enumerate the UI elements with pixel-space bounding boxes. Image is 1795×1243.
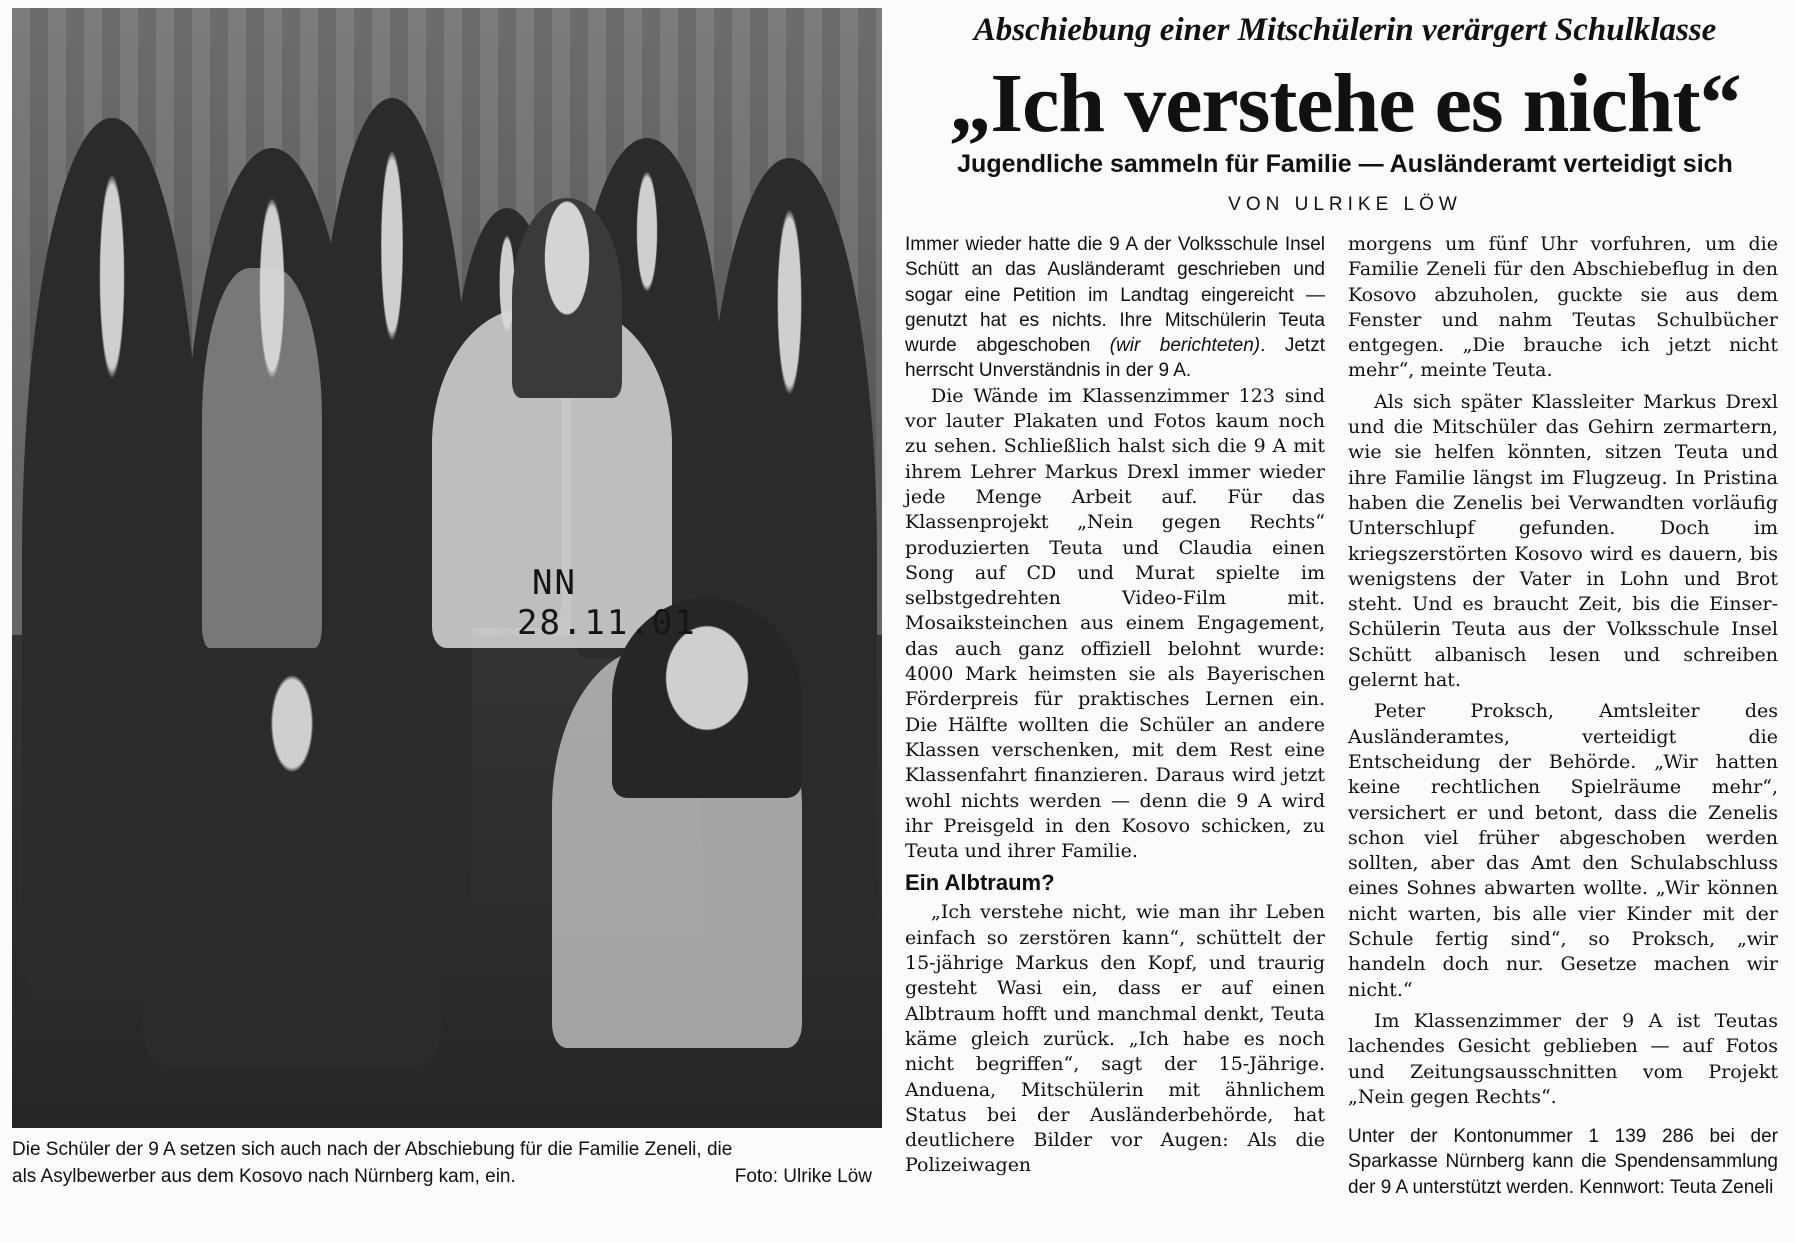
paragraph: Peter Proksch, Amtsleiter des Ausländeramtes, verteidigt die Entscheidung der Behörde. „Wir hatten keine rechtlichen Spielräume mehr“, versichert er und betont, dass die Zenelis schon viel früher abgeschoben werden sollten, aber das Amt den Schulabschluss eines Sohnes abwarten wollte. „Wir können nicht warten, bis alle vier Kinder mit der Schule fertig sind“, so Proksch, „wir handeln doch nur. Gesetze machen wir nicht.“ xyxy=(1348,700,1778,1001)
student-figure xyxy=(142,648,442,1068)
article-column-1 xyxy=(905,232,1325,1179)
group-photo xyxy=(12,8,882,1128)
paragraph: Die Wände im Klassenzimmer 123 sind vor lauter Plakaten und Fotos kaum noch zu sehen. Schließlich halst sich die 9 A mit ihrem Lehrer Markus Drexl immer wieder jede Menge Arbeit auf. Für das Klassenprojekt „Nein gegen Rechts“ produzierten Teuta und Claudia einen Song auf CD und Murat spielte im selbstgedrehten Video-Film mit. Mosaiksteinchen aus einem Engagement, das auch ganz offiziell belohnt wurde: 4000 Mark heimsten sie als Bayerischen Förderpreis für praktisches Lernen ein. Die Hälfte wollten die Schüler an andere Klassen verschenken, mit dem Rest eine Klassenfahrt finanzieren. Daraus wird jetzt wohl nichts werden — denn die 9 A wird ihr Preisgeld in den Kosovo schicken, zu Teuta und ihrer Familie. xyxy=(905,384,1325,863)
lead-text-em: (wir berichteten) xyxy=(1109,335,1261,357)
kicker: Abschiebung einer Mitschülerin verärgert Schulklasse xyxy=(973,12,1717,48)
photo-caption xyxy=(12,1136,882,1190)
paragraph: „Ich verstehe nicht, wie man ihr Leben einfach so zerstören kann“, schüttelt der 15-jährige Markus den Kopf, und traurig gesteht Wasi ein, dass er auf einen Albtraum hofft und manchmal denkt, Teuta käme gleich zurück. „Ich habe es noch nicht begriffen“, sagt der 15-Jährige. Anduena, Mitschülerin mit ähnlichem Status bei der Ausländerbehörde, hat deutlichere Bilder vor Augen: Als die Polizeiwagen xyxy=(905,901,1325,1177)
caption-line-2: als Asylbewerber aus dem Kosovo nach Nürnberg kam, ein. xyxy=(12,1166,516,1187)
paragraph: morgens um fünf Uhr vorfuhren, um die Familie Zeneli für den Abschiebeflug in den Kosovo abzuholen, guckte sie aus dem Fenster und nahm Teutas Schulbücher entgegen. „Die brauche ich jetzt nicht mehr“, meinte Teuta. xyxy=(1348,233,1778,382)
handwritten-date: 28.11.01 xyxy=(517,603,697,643)
subheadline: Jugendliche sammeln für Familie — Ausländeramt verteidigt sich xyxy=(957,150,1733,178)
article-column-2 xyxy=(1348,232,1778,1200)
byline: VON ULRIKE LÖW xyxy=(1228,194,1462,215)
donation-note: Unter der Kontonummer 1 139 286 bei der Sparkasse Nürnberg kann die Spendensammlung der 9 A unterstützt werden. Kennwort: Teuta Zeneli xyxy=(1348,1126,1778,1198)
headline: „Ich verstehe es nicht“ xyxy=(949,57,1741,150)
student-figure xyxy=(512,198,622,398)
photo-credit: Foto: Ulrike Löw xyxy=(734,1166,872,1187)
caption-line-1: Die Schüler der 9 A setzen sich auch nach der Abschiebung für die Familie Zeneli, die xyxy=(12,1139,733,1160)
handwritten-note: NN xyxy=(532,563,577,603)
paragraph: Im Klassenzimmer der 9 A ist Teutas lachendes Gesicht geblieben — auf Fotos und Zeitungsausschnitten vom Projekt „Nein gegen Rechts“. xyxy=(1348,1009,1778,1108)
paragraph: Als sich später Klassleiter Markus Drexl und die Mitschüler das Gehirn zermartern, wie sie helfen könnten, sitzen Teuta und ihre Familie längst im Flugzeug. In Pristina haben die Zenelis bei Verwandten vorläufig Unterschlupf gefunden. Doch im kriegszerstörten Kosovo wird es dauern, bis wenigstens der Vater in Lohn und Brot steht. Und es braucht Zeit, bis die Einser-Schülerin Teuta aus der Volksschule Insel Schütt albanisch lesen und schreiben gelernt hat. xyxy=(1348,390,1778,692)
lead-paragraph xyxy=(905,232,1325,384)
light-jacket xyxy=(202,268,322,648)
section-subtitle: Ein Albtraum? xyxy=(905,870,1055,896)
lead-text-b: . Jetzt herrscht Unverständnis in der 9 A. xyxy=(905,335,1325,382)
lead-text-a: Immer wieder hatte die 9 A der Volksschule Insel Schütt an das Ausländeramt geschrieben und sogar eine Petition im Landtag eingereicht — genutzt hat es nichts. Ihre Mitschülerin Teuta wurde abgeschoben xyxy=(905,234,1325,357)
